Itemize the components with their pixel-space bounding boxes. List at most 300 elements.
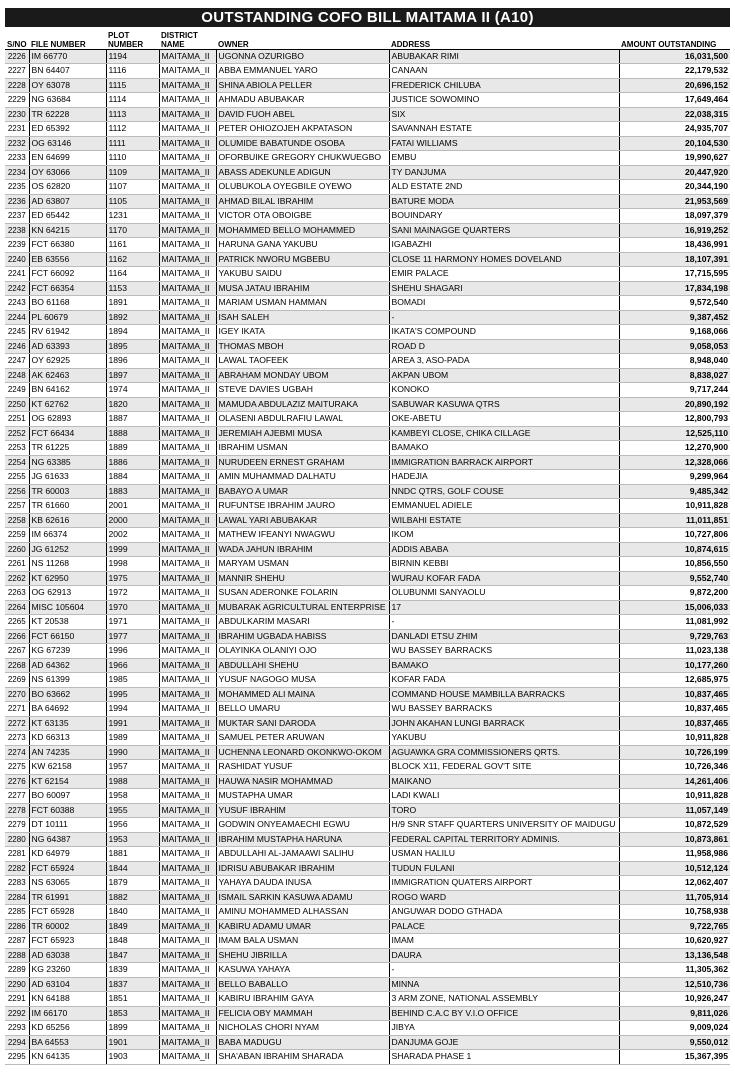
cell-sno: 2233 bbox=[5, 151, 29, 166]
cell-sno: 2294 bbox=[5, 1035, 29, 1050]
cell-district-name: MAITAMA_II bbox=[159, 310, 216, 325]
cell-file-number: AD 63104 bbox=[29, 977, 106, 992]
cell-amount-outstanding: 9,729,763 bbox=[619, 629, 730, 644]
cell-plot-number: 1897 bbox=[106, 368, 159, 383]
table-row bbox=[5, 136, 730, 151]
table-row bbox=[5, 673, 730, 688]
cell-amount-outstanding: 10,727,806 bbox=[619, 528, 730, 543]
cell-plot-number: 1881 bbox=[106, 847, 159, 862]
cell-district-name: MAITAMA_II bbox=[159, 948, 216, 963]
table-body bbox=[5, 49, 730, 1064]
cell-address: OKE-ABETU bbox=[389, 412, 619, 427]
cell-file-number: OG 62913 bbox=[29, 586, 106, 601]
cell-amount-outstanding: 11,057,149 bbox=[619, 803, 730, 818]
cell-district-name: MAITAMA_II bbox=[159, 992, 216, 1007]
cell-address: JOHN AKAHAN LUNGI BARRACK bbox=[389, 716, 619, 731]
cell-plot-number: 1839 bbox=[106, 963, 159, 978]
cell-sno: 2259 bbox=[5, 528, 29, 543]
table-row bbox=[5, 296, 730, 311]
cell-district-name: MAITAMA_II bbox=[159, 93, 216, 108]
cell-plot-number: 1953 bbox=[106, 832, 159, 847]
cell-amount-outstanding: 10,872,529 bbox=[619, 818, 730, 833]
cell-sno: 2237 bbox=[5, 209, 29, 224]
cell-sno: 2238 bbox=[5, 223, 29, 238]
cell-owner: UGONNA OZURIGBO bbox=[216, 49, 389, 64]
cell-owner: DAVID FUOH ABEL bbox=[216, 107, 389, 122]
cell-district-name: MAITAMA_II bbox=[159, 716, 216, 731]
cell-plot-number: 1109 bbox=[106, 165, 159, 180]
table-row bbox=[5, 803, 730, 818]
cell-file-number: TR 61991 bbox=[29, 890, 106, 905]
cell-owner: UCHENNA LEONARD OKONKWO-OKOM bbox=[216, 745, 389, 760]
cell-plot-number: 1162 bbox=[106, 252, 159, 267]
cell-district-name: MAITAMA_II bbox=[159, 1050, 216, 1065]
cell-amount-outstanding: 20,447,920 bbox=[619, 165, 730, 180]
cell-plot-number: 1989 bbox=[106, 731, 159, 746]
cell-plot-number: 1820 bbox=[106, 397, 159, 412]
cell-plot-number: 1115 bbox=[106, 78, 159, 93]
cell-amount-outstanding: 10,177,260 bbox=[619, 658, 730, 673]
table-row bbox=[5, 151, 730, 166]
cell-amount-outstanding: 10,911,828 bbox=[619, 789, 730, 804]
cell-amount-outstanding: 15,367,395 bbox=[619, 1050, 730, 1065]
cell-district-name: MAITAMA_II bbox=[159, 383, 216, 398]
cell-amount-outstanding: 19,990,627 bbox=[619, 151, 730, 166]
cell-address: WURAU KOFAR FADA bbox=[389, 571, 619, 586]
cell-owner: MAMUDA ABDULAZIZ MAITURAKA bbox=[216, 397, 389, 412]
cell-sno: 2252 bbox=[5, 426, 29, 441]
cell-sno: 2243 bbox=[5, 296, 29, 311]
table-row bbox=[5, 383, 730, 398]
cell-district-name: MAITAMA_II bbox=[159, 687, 216, 702]
cell-district-name: MAITAMA_II bbox=[159, 702, 216, 717]
cell-plot-number: 1114 bbox=[106, 93, 159, 108]
cell-plot-number: 1975 bbox=[106, 571, 159, 586]
table-row bbox=[5, 223, 730, 238]
cell-file-number: BN 64407 bbox=[29, 64, 106, 79]
cell-district-name: MAITAMA_II bbox=[159, 194, 216, 209]
cell-district-name: MAITAMA_II bbox=[159, 122, 216, 137]
cell-owner: AHMAD BILAL IBRAHIM bbox=[216, 194, 389, 209]
cell-plot-number: 1891 bbox=[106, 296, 159, 311]
cell-plot-number: 1840 bbox=[106, 905, 159, 920]
cell-owner: AMINU MOHAMMED ALHASSAN bbox=[216, 905, 389, 920]
table-row bbox=[5, 49, 730, 64]
cell-sno: 2241 bbox=[5, 267, 29, 282]
cell-file-number: KG 23260 bbox=[29, 963, 106, 978]
cell-district-name: MAITAMA_II bbox=[159, 397, 216, 412]
cell-plot-number: 1966 bbox=[106, 658, 159, 673]
cell-file-number: FCT 65928 bbox=[29, 905, 106, 920]
cell-file-number: AN 74235 bbox=[29, 745, 106, 760]
cell-district-name: MAITAMA_II bbox=[159, 513, 216, 528]
cell-owner: HARUNA GANA YAKUBU bbox=[216, 238, 389, 253]
cell-amount-outstanding: 10,837,465 bbox=[619, 687, 730, 702]
cell-sno: 2235 bbox=[5, 180, 29, 195]
cell-district-name: MAITAMA_II bbox=[159, 571, 216, 586]
cell-file-number: NS 61399 bbox=[29, 673, 106, 688]
cell-owner: IBRAHIM UGBADA HABISS bbox=[216, 629, 389, 644]
table-row bbox=[5, 267, 730, 282]
cell-plot-number: 1849 bbox=[106, 919, 159, 934]
cell-district-name: MAITAMA_II bbox=[159, 528, 216, 543]
cell-district-name: MAITAMA_II bbox=[159, 615, 216, 630]
cell-address: LADI KWALI bbox=[389, 789, 619, 804]
cell-address: BLOCK X11, FEDERAL GOV'T SITE bbox=[389, 760, 619, 775]
cell-file-number: TR 61660 bbox=[29, 499, 106, 514]
cell-file-number: BA 64692 bbox=[29, 702, 106, 717]
cell-amount-outstanding: 18,097,379 bbox=[619, 209, 730, 224]
cell-owner: MATHEW IFEANYI NWAGWU bbox=[216, 528, 389, 543]
cell-district-name: MAITAMA_II bbox=[159, 934, 216, 949]
cell-amount-outstanding: 9,811,026 bbox=[619, 1006, 730, 1021]
table-row bbox=[5, 963, 730, 978]
cell-plot-number: 1231 bbox=[106, 209, 159, 224]
cell-file-number: ED 65442 bbox=[29, 209, 106, 224]
cell-district-name: MAITAMA_II bbox=[159, 281, 216, 296]
cell-sno: 2265 bbox=[5, 615, 29, 630]
cell-district-name: MAITAMA_II bbox=[159, 64, 216, 79]
cell-district-name: MAITAMA_II bbox=[159, 107, 216, 122]
cell-amount-outstanding: 20,344,190 bbox=[619, 180, 730, 195]
table-row bbox=[5, 571, 730, 586]
cell-district-name: MAITAMA_II bbox=[159, 325, 216, 340]
cell-file-number: KT 62154 bbox=[29, 774, 106, 789]
table-row bbox=[5, 1021, 730, 1036]
cell-owner: BABAYO A UMAR bbox=[216, 484, 389, 499]
cell-plot-number: 1901 bbox=[106, 1035, 159, 1050]
table-row bbox=[5, 992, 730, 1007]
cell-plot-number: 1879 bbox=[106, 876, 159, 891]
cell-plot-number: 1844 bbox=[106, 861, 159, 876]
cell-plot-number: 1882 bbox=[106, 890, 159, 905]
cell-amount-outstanding: 10,837,465 bbox=[619, 716, 730, 731]
cell-sno: 2226 bbox=[5, 49, 29, 64]
table-row bbox=[5, 977, 730, 992]
cell-owner: MARIAM USMAN HAMMAN bbox=[216, 296, 389, 311]
table-row bbox=[5, 412, 730, 427]
cell-sno: 2245 bbox=[5, 325, 29, 340]
cell-amount-outstanding: 12,685,975 bbox=[619, 673, 730, 688]
cell-amount-outstanding: 9,058,053 bbox=[619, 339, 730, 354]
cell-sno: 2250 bbox=[5, 397, 29, 412]
cell-sno: 2253 bbox=[5, 441, 29, 456]
cell-plot-number: 1957 bbox=[106, 760, 159, 775]
cell-owner: MARYAM USMAN bbox=[216, 557, 389, 572]
cell-file-number: BA 64553 bbox=[29, 1035, 106, 1050]
cell-address: OLUBUNMI SANYAOLU bbox=[389, 586, 619, 601]
cell-amount-outstanding: 22,179,532 bbox=[619, 64, 730, 79]
cell-plot-number: 1955 bbox=[106, 803, 159, 818]
cell-file-number: KD 65256 bbox=[29, 1021, 106, 1036]
cell-owner: VICTOR OTA OBOIGBE bbox=[216, 209, 389, 224]
cell-amount-outstanding: 17,649,464 bbox=[619, 93, 730, 108]
cell-amount-outstanding: 20,696,152 bbox=[619, 78, 730, 93]
table-row bbox=[5, 542, 730, 557]
cell-sno: 2239 bbox=[5, 238, 29, 253]
cell-district-name: MAITAMA_II bbox=[159, 136, 216, 151]
table-row bbox=[5, 600, 730, 615]
cell-amount-outstanding: 11,081,992 bbox=[619, 615, 730, 630]
cell-district-name: MAITAMA_II bbox=[159, 905, 216, 920]
cell-address: IKOM bbox=[389, 528, 619, 543]
cell-sno: 2229 bbox=[5, 93, 29, 108]
cell-amount-outstanding: 17,715,595 bbox=[619, 267, 730, 282]
cell-address: SIX bbox=[389, 107, 619, 122]
cell-amount-outstanding: 12,510,736 bbox=[619, 977, 730, 992]
cell-owner: SAMUEL PETER ARUWAN bbox=[216, 731, 389, 746]
cell-district-name: MAITAMA_II bbox=[159, 151, 216, 166]
cell-file-number: OG 62893 bbox=[29, 412, 106, 427]
cell-amount-outstanding: 10,874,615 bbox=[619, 542, 730, 557]
cell-file-number: JG 61252 bbox=[29, 542, 106, 557]
cell-amount-outstanding: 9,387,452 bbox=[619, 310, 730, 325]
cell-file-number: KT 63135 bbox=[29, 716, 106, 731]
cell-plot-number: 1970 bbox=[106, 600, 159, 615]
cell-amount-outstanding: 10,758,938 bbox=[619, 905, 730, 920]
cell-district-name: MAITAMA_II bbox=[159, 354, 216, 369]
header-address: ADDRESS bbox=[389, 27, 619, 49]
cell-sno: 2255 bbox=[5, 470, 29, 485]
cell-district-name: MAITAMA_II bbox=[159, 209, 216, 224]
cell-address: BEHIND C.A.C BY V.I.O OFFICE bbox=[389, 1006, 619, 1021]
cell-owner: MUSTAPHA UMAR bbox=[216, 789, 389, 804]
cell-owner: THOMAS MBOH bbox=[216, 339, 389, 354]
cell-address: BIRNIN KEBBI bbox=[389, 557, 619, 572]
cell-amount-outstanding: 11,305,362 bbox=[619, 963, 730, 978]
cell-owner: RUFUNTSE IBRAHIM JAURO bbox=[216, 499, 389, 514]
header-owner: OWNER bbox=[216, 27, 389, 49]
table-row bbox=[5, 934, 730, 949]
cell-address: HADEJIA bbox=[389, 470, 619, 485]
cell-file-number: IM 66770 bbox=[29, 49, 106, 64]
cell-address: AREA 3, ASO-PADA bbox=[389, 354, 619, 369]
cell-file-number: FCT 66380 bbox=[29, 238, 106, 253]
table-row bbox=[5, 876, 730, 891]
cell-sno: 2242 bbox=[5, 281, 29, 296]
cell-plot-number: 1888 bbox=[106, 426, 159, 441]
cell-plot-number: 1956 bbox=[106, 818, 159, 833]
table-row bbox=[5, 1035, 730, 1050]
cell-owner: ISMAIL SARKIN KASUWA ADAMU bbox=[216, 890, 389, 905]
cell-owner: ABRAHAM MONDAY UBOM bbox=[216, 368, 389, 383]
cell-owner: SUSAN ADERONKE FOLARIN bbox=[216, 586, 389, 601]
cell-owner: RASHIDAT YUSUF bbox=[216, 760, 389, 775]
table-row bbox=[5, 325, 730, 340]
cell-amount-outstanding: 10,926,247 bbox=[619, 992, 730, 1007]
cell-owner: FELICIA OBY MAMMAH bbox=[216, 1006, 389, 1021]
header-file-number: FILE NUMBER bbox=[29, 27, 106, 49]
cell-plot-number: 1107 bbox=[106, 180, 159, 195]
cell-sno: 2271 bbox=[5, 702, 29, 717]
cell-owner: SHEHU JIBRILLA bbox=[216, 948, 389, 963]
cell-owner: BELLO UMARU bbox=[216, 702, 389, 717]
cell-sno: 2272 bbox=[5, 716, 29, 731]
cell-district-name: MAITAMA_II bbox=[159, 223, 216, 238]
cell-owner: PETER OHIOZOJEH AKPATASON bbox=[216, 122, 389, 137]
cell-owner: YAHAYA DAUDA INUSA bbox=[216, 876, 389, 891]
cell-district-name: MAITAMA_II bbox=[159, 441, 216, 456]
cell-sno: 2293 bbox=[5, 1021, 29, 1036]
cell-file-number: KW 62158 bbox=[29, 760, 106, 775]
cell-amount-outstanding: 20,104,530 bbox=[619, 136, 730, 151]
cell-amount-outstanding: 10,873,861 bbox=[619, 832, 730, 847]
cell-file-number: NG 63684 bbox=[29, 93, 106, 108]
cell-owner: IDRISU ABUBAKAR IBRAHIM bbox=[216, 861, 389, 876]
cell-district-name: MAITAMA_II bbox=[159, 876, 216, 891]
cell-sno: 2285 bbox=[5, 905, 29, 920]
cell-amount-outstanding: 16,031,500 bbox=[619, 49, 730, 64]
cell-sno: 2230 bbox=[5, 107, 29, 122]
table-row bbox=[5, 745, 730, 760]
cell-owner: KASUWA YAHAYA bbox=[216, 963, 389, 978]
cell-sno: 2276 bbox=[5, 774, 29, 789]
table-row bbox=[5, 499, 730, 514]
table-row bbox=[5, 890, 730, 905]
cell-owner: HAUWA NASIR MOHAMMAD bbox=[216, 774, 389, 789]
cell-plot-number: 1996 bbox=[106, 644, 159, 659]
cell-district-name: MAITAMA_II bbox=[159, 165, 216, 180]
cell-plot-number: 2001 bbox=[106, 499, 159, 514]
cell-plot-number: 1903 bbox=[106, 1050, 159, 1065]
cell-owner: MUBARAK AGRICULTURAL ENTERPRISE bbox=[216, 600, 389, 615]
table-row bbox=[5, 209, 730, 224]
cell-file-number: AD 64362 bbox=[29, 658, 106, 673]
cell-address: ROGO WARD bbox=[389, 890, 619, 905]
cell-plot-number: 1994 bbox=[106, 702, 159, 717]
cell-sno: 2231 bbox=[5, 122, 29, 137]
cell-plot-number: 1985 bbox=[106, 673, 159, 688]
cell-district-name: MAITAMA_II bbox=[159, 78, 216, 93]
cell-district-name: MAITAMA_II bbox=[159, 890, 216, 905]
cell-plot-number: 1116 bbox=[106, 64, 159, 79]
cell-address: BAMAKO bbox=[389, 441, 619, 456]
cell-district-name: MAITAMA_II bbox=[159, 484, 216, 499]
cell-district-name: MAITAMA_II bbox=[159, 238, 216, 253]
cell-owner: LAWAL YARI ABUBAKAR bbox=[216, 513, 389, 528]
cell-amount-outstanding: 10,837,465 bbox=[619, 702, 730, 717]
cell-plot-number: 1995 bbox=[106, 687, 159, 702]
cell-district-name: MAITAMA_II bbox=[159, 412, 216, 427]
table-row bbox=[5, 354, 730, 369]
cell-amount-outstanding: 9,872,200 bbox=[619, 586, 730, 601]
header-district-name: DISTRICT NAME bbox=[159, 27, 216, 49]
cell-address: FEDERAL CAPITAL TERRITORY ADMINIS. bbox=[389, 832, 619, 847]
cell-owner: KABIRU IBRAHIM GAYA bbox=[216, 992, 389, 1007]
cell-address: AKPAN UBOM bbox=[389, 368, 619, 383]
cell-amount-outstanding: 11,958,986 bbox=[619, 847, 730, 862]
cell-address: DANJUMA GOJE bbox=[389, 1035, 619, 1050]
cell-plot-number: 1990 bbox=[106, 745, 159, 760]
cell-amount-outstanding: 10,512,124 bbox=[619, 861, 730, 876]
cell-address: YAKUBU bbox=[389, 731, 619, 746]
cell-owner: AMIN MUHAMMAD DALHATU bbox=[216, 470, 389, 485]
cell-file-number: BO 63662 bbox=[29, 687, 106, 702]
cell-plot-number: 1194 bbox=[106, 49, 159, 64]
cell-amount-outstanding: 12,525,110 bbox=[619, 426, 730, 441]
cell-owner: OLASENI ABDULRAFIU LAWAL bbox=[216, 412, 389, 427]
cell-sno: 2232 bbox=[5, 136, 29, 151]
cell-sno: 2268 bbox=[5, 658, 29, 673]
cell-file-number: AK 62463 bbox=[29, 368, 106, 383]
table-row bbox=[5, 557, 730, 572]
cell-amount-outstanding: 21,953,569 bbox=[619, 194, 730, 209]
cell-file-number: NG 63385 bbox=[29, 455, 106, 470]
cell-plot-number: 1883 bbox=[106, 484, 159, 499]
cell-address: KAMBEYI CLOSE, CHIKA CILLAGE bbox=[389, 426, 619, 441]
cell-amount-outstanding: 24,935,707 bbox=[619, 122, 730, 137]
cell-amount-outstanding: 9,722,765 bbox=[619, 919, 730, 934]
cell-sno: 2274 bbox=[5, 745, 29, 760]
cofo-bill-table bbox=[5, 27, 730, 1065]
cell-address: USMAN HALILU bbox=[389, 847, 619, 862]
cell-address: FATAI WILLIAMS bbox=[389, 136, 619, 151]
cell-plot-number: 1111 bbox=[106, 136, 159, 151]
cell-file-number: NS 11268 bbox=[29, 557, 106, 572]
cell-amount-outstanding: 12,062,407 bbox=[619, 876, 730, 891]
cell-owner: ABBA EMMANUEL YARO bbox=[216, 64, 389, 79]
cell-amount-outstanding: 18,436,991 bbox=[619, 238, 730, 253]
cell-file-number: OS 62820 bbox=[29, 180, 106, 195]
cell-file-number: KN 64188 bbox=[29, 992, 106, 1007]
cell-plot-number: 1972 bbox=[106, 586, 159, 601]
cell-file-number: OY 62925 bbox=[29, 354, 106, 369]
cell-file-number: EB 63556 bbox=[29, 252, 106, 267]
cell-plot-number: 1170 bbox=[106, 223, 159, 238]
table-row bbox=[5, 64, 730, 79]
cell-owner: MOHAMMED BELLO MOHAMMED bbox=[216, 223, 389, 238]
cell-address: BOMADI bbox=[389, 296, 619, 311]
cell-address: IGABAZHI bbox=[389, 238, 619, 253]
table-row bbox=[5, 310, 730, 325]
cell-sno: 2246 bbox=[5, 339, 29, 354]
cell-sno: 2260 bbox=[5, 542, 29, 557]
cell-amount-outstanding: 9,550,012 bbox=[619, 1035, 730, 1050]
cell-sno: 2284 bbox=[5, 890, 29, 905]
cell-sno: 2228 bbox=[5, 78, 29, 93]
cell-file-number: FCT 66150 bbox=[29, 629, 106, 644]
cell-owner: SHINA ABIOLA PELLER bbox=[216, 78, 389, 93]
header-plot-number: PLOT NUMBER bbox=[106, 27, 159, 49]
cell-plot-number: 1977 bbox=[106, 629, 159, 644]
cell-file-number: BN 64162 bbox=[29, 383, 106, 398]
cell-address: CANAAN bbox=[389, 64, 619, 79]
cell-owner: IMAM BALA USMAN bbox=[216, 934, 389, 949]
cell-plot-number: 1892 bbox=[106, 310, 159, 325]
cell-district-name: MAITAMA_II bbox=[159, 1035, 216, 1050]
header-amount-outstanding: AMOUNT OUTSTANDING bbox=[619, 27, 730, 49]
cell-file-number: PL 60679 bbox=[29, 310, 106, 325]
cell-address: - bbox=[389, 963, 619, 978]
cell-file-number: KN 64135 bbox=[29, 1050, 106, 1065]
cell-plot-number: 1851 bbox=[106, 992, 159, 1007]
cell-address: SHEHU SHAGARI bbox=[389, 281, 619, 296]
cell-sno: 2236 bbox=[5, 194, 29, 209]
cell-district-name: MAITAMA_II bbox=[159, 1006, 216, 1021]
cell-file-number: DT 10111 bbox=[29, 818, 106, 833]
cell-file-number: AD 63807 bbox=[29, 194, 106, 209]
cell-owner: ABDULLAHI AL-JAMAAWI SALIHU bbox=[216, 847, 389, 862]
cell-sno: 2267 bbox=[5, 644, 29, 659]
table-row bbox=[5, 165, 730, 180]
cell-file-number: OY 63066 bbox=[29, 165, 106, 180]
table-row bbox=[5, 832, 730, 847]
cell-file-number: OG 63146 bbox=[29, 136, 106, 151]
table-row bbox=[5, 1006, 730, 1021]
cell-amount-outstanding: 15,006,033 bbox=[619, 600, 730, 615]
cell-owner: YUSUF IBRAHIM bbox=[216, 803, 389, 818]
cell-address: ANGUWAR DODO GTHADA bbox=[389, 905, 619, 920]
